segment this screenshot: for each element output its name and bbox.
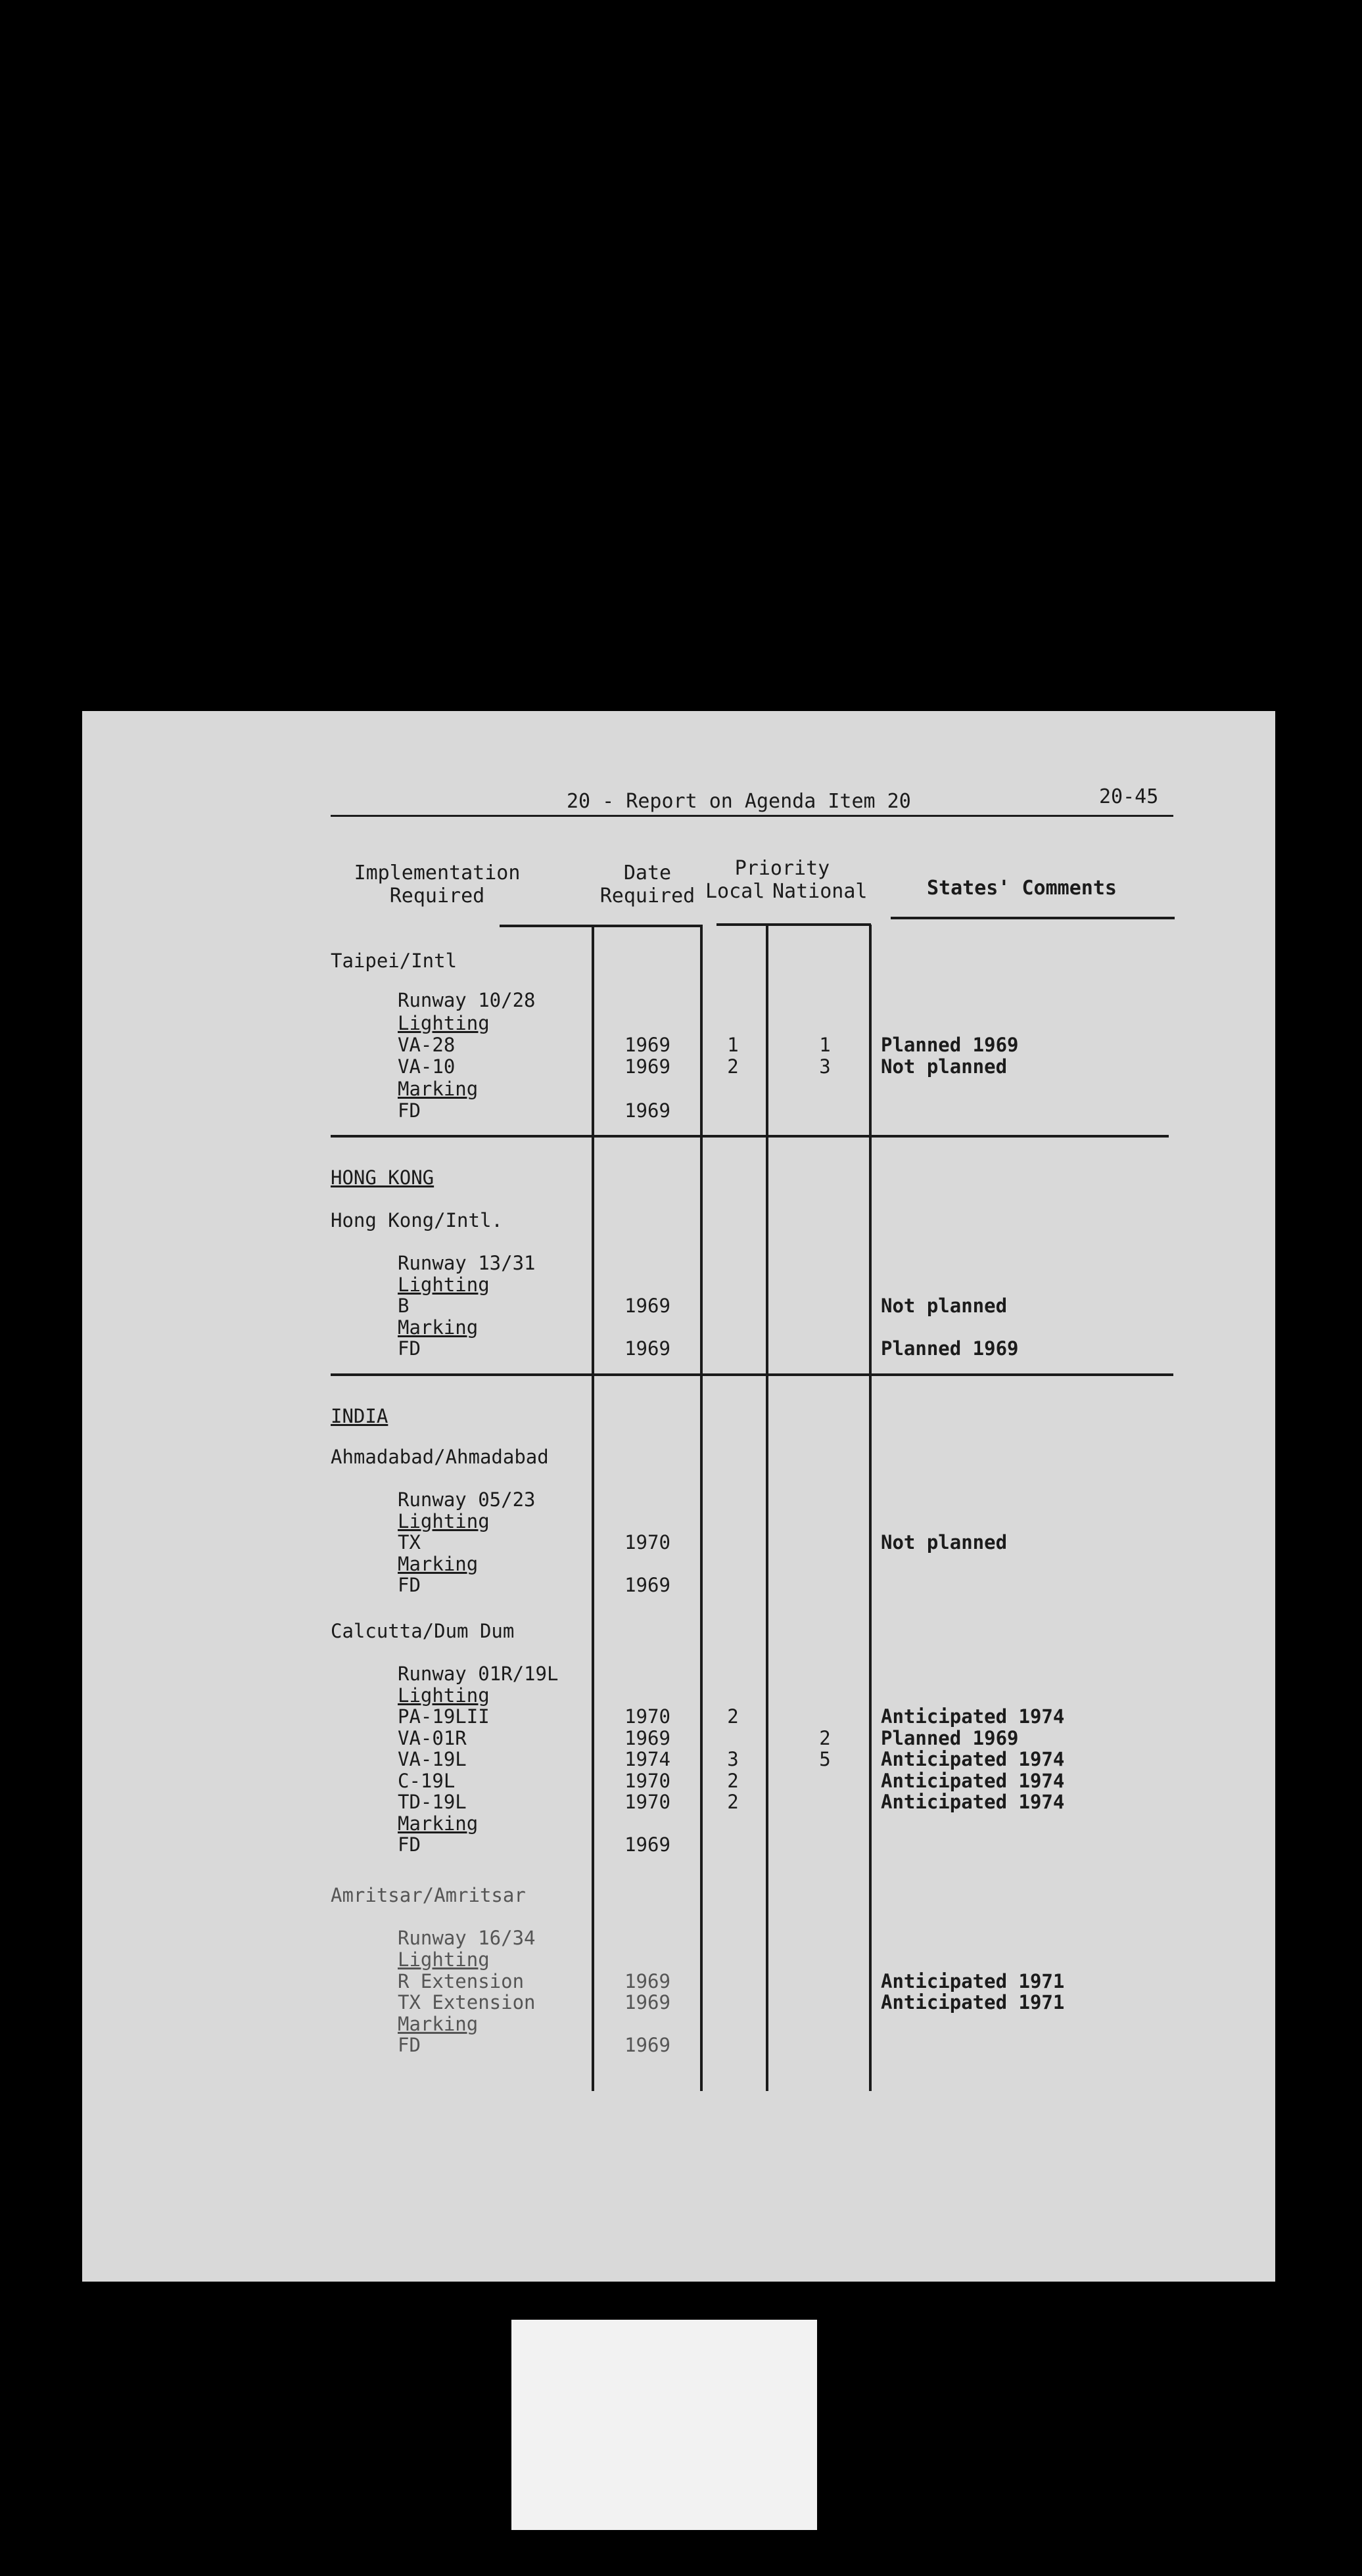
row-label: INDIA [331, 1405, 388, 1427]
row-label: Runway 05/23 [398, 1488, 536, 1511]
blank-card [511, 2320, 817, 2530]
section-divider-hongkong [331, 1373, 1173, 1376]
header-rule [331, 815, 1173, 817]
row-priority-local: 2 [727, 1055, 739, 1078]
row-label: HONG KONG [331, 1166, 434, 1189]
report-title: 20 - Report on Agenda Item 20 [567, 790, 911, 813]
row-priority-national: 3 [819, 1055, 831, 1078]
row-label: Runway 16/34 [398, 1927, 536, 1949]
row-date: 1969 [624, 1034, 670, 1056]
column-rule-national-right [869, 925, 872, 2091]
column-rule-date-left [592, 925, 594, 2091]
row-comment: Not planned [881, 1055, 1008, 1078]
section-divider-taipei [331, 1135, 1169, 1138]
row-label: Lighting [398, 1510, 490, 1532]
header-underline-national [845, 923, 871, 926]
row-label: Hong Kong/Intl. [331, 1209, 503, 1231]
row-label: FD [398, 2034, 421, 2056]
row-date: 1969 [624, 1099, 670, 1122]
col-national: National [772, 880, 868, 903]
row-label: Marking [398, 2013, 479, 2035]
row-label: TD-19L [398, 1791, 467, 1813]
row-label: Lighting [398, 1684, 490, 1707]
row-label: FD [398, 1574, 421, 1596]
row-priority-national: 1 [819, 1034, 831, 1056]
row-label: TX Extension [398, 1991, 536, 2013]
row-comment: Planned 1969 [881, 1034, 1019, 1056]
row-comment: Anticipated 1974 [881, 1705, 1065, 1728]
row-label: Lighting [398, 1274, 490, 1296]
row-label: Runway 10/28 [398, 989, 536, 1011]
row-date: 1970 [624, 1770, 670, 1792]
row-date: 1974 [624, 1748, 670, 1770]
row-date: 1970 [624, 1531, 670, 1553]
row-label: Amritsar/Amritsar [331, 1884, 526, 1906]
row-label: B [398, 1295, 410, 1317]
row-comment: Anticipated 1974 [881, 1770, 1065, 1792]
col-date: Date [623, 862, 672, 885]
row-date: 1969 [624, 1055, 670, 1078]
page-number: 20-45 [1099, 785, 1159, 808]
col-priority: Priority [734, 857, 830, 880]
row-label: R Extension [398, 1970, 525, 1992]
row-date: 1970 [624, 1705, 670, 1728]
column-rule-local-right [766, 925, 768, 2091]
row-comment: Planned 1969 [881, 1727, 1019, 1749]
header-underline-left [500, 925, 700, 927]
row-date: 1969 [624, 1833, 670, 1856]
row-label: Calcutta/Dum Dum [331, 1620, 515, 1642]
row-comment: Planned 1969 [881, 1337, 1019, 1360]
row-label: FD [398, 1099, 421, 1122]
header-underline-comments [891, 917, 1175, 919]
row-label: VA-19L [398, 1748, 467, 1770]
row-priority-local: 1 [727, 1034, 739, 1056]
col-date-required: Required [599, 885, 695, 908]
row-label: FD [398, 1833, 421, 1856]
row-label: Runway 01R/19L [398, 1663, 559, 1685]
row-priority-national: 2 [819, 1727, 831, 1749]
row-label: Lighting [398, 1012, 490, 1034]
row-label: TX [398, 1531, 421, 1553]
row-date: 1969 [624, 1970, 670, 1992]
row-comment: Not planned [881, 1295, 1008, 1317]
col-local: Local [705, 880, 765, 903]
col-comments: States' Comments [927, 877, 1117, 900]
row-priority-national: 5 [819, 1748, 831, 1770]
row-comment: Anticipated 1974 [881, 1748, 1065, 1770]
row-priority-local: 3 [727, 1748, 739, 1770]
row-comment: Anticipated 1971 [881, 1970, 1065, 1992]
row-label: VA-01R [398, 1727, 467, 1749]
row-comment: Not planned [881, 1531, 1008, 1553]
row-date: 1969 [624, 1991, 670, 2013]
row-priority-local: 2 [727, 1770, 739, 1792]
row-comment: Anticipated 1971 [881, 1991, 1065, 2013]
row-date: 1969 [624, 2034, 670, 2056]
row-label: Runway 13/31 [398, 1252, 536, 1274]
row-label: Taipei/Intl [331, 950, 458, 972]
row-label: Marking [398, 1078, 479, 1100]
row-priority-local: 2 [727, 1705, 739, 1728]
row-priority-local: 2 [727, 1791, 739, 1813]
row-label: Marking [398, 1316, 479, 1339]
row-date: 1969 [624, 1295, 670, 1317]
row-date: 1969 [624, 1337, 670, 1360]
row-label: Marking [398, 1553, 479, 1575]
row-label: PA-19LII [398, 1705, 490, 1728]
col-implementation: Implementation [354, 862, 521, 885]
row-date: 1969 [624, 1727, 670, 1749]
row-label: VA-10 [398, 1055, 456, 1078]
row-label: FD [398, 1337, 421, 1360]
row-label: Lighting [398, 1948, 490, 1971]
column-rule-date-right [700, 925, 703, 2091]
row-label: C-19L [398, 1770, 456, 1792]
row-label: Marking [398, 1812, 479, 1835]
row-label: Ahmadabad/Ahmadabad [331, 1446, 549, 1468]
col-required: Required [389, 885, 485, 908]
row-date: 1970 [624, 1791, 670, 1813]
row-label: VA-28 [398, 1034, 456, 1056]
row-date: 1969 [624, 1574, 670, 1596]
row-comment: Anticipated 1974 [881, 1791, 1065, 1813]
